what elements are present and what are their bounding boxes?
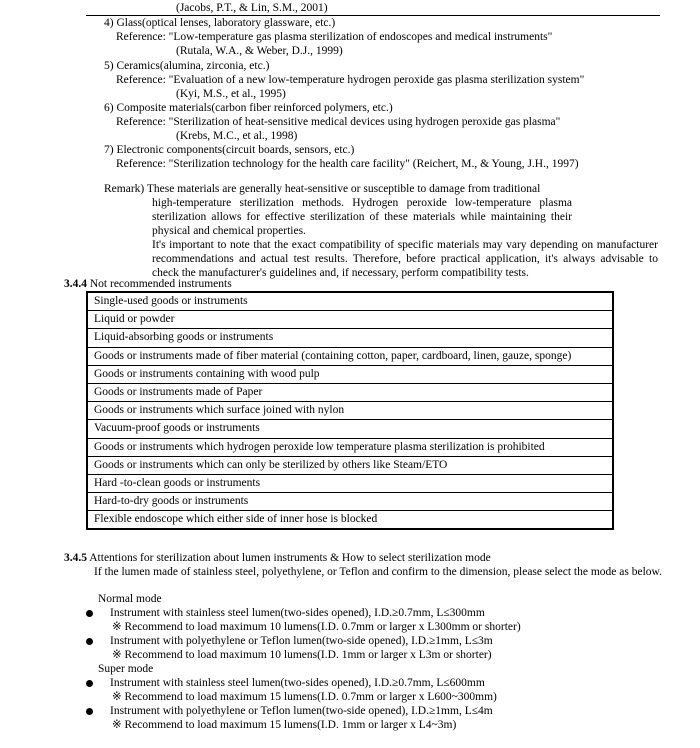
super-entry-2-note: ※ Recommend to load maximum 15 lumens(I.D. 1mm or larger x L4~3m) [112, 719, 457, 731]
bullet-icon [86, 638, 93, 645]
table-cell: Goods or instruments containing with wood pulp [87, 365, 613, 383]
section-number: 3.4.5 [64, 552, 87, 564]
material-6-citation: (Krebs, M.C., et al., 1998) [176, 130, 298, 142]
section-3-4-5-intro: If the lumen made of stainless steel, polyethylene, or Teflon and confirm to the dimension, please select the mode as below. [94, 566, 662, 578]
table-cell: Single-used goods or instruments [87, 292, 613, 311]
table-cell: Hard -to-clean goods or instruments [87, 474, 613, 492]
section-title: Not recommended instruments [89, 278, 232, 290]
material-5-citation: (Kyi, M.S., et al., 1995) [176, 88, 286, 100]
material-4-citation: (Rutala, W.A., & Weber, D.J., 1999) [176, 45, 343, 57]
mode-super-label: Super mode [98, 663, 154, 675]
table-row [87, 292, 613, 311]
material-4-label: 4) Glass(optical lenses, laboratory glassware, etc.) [104, 17, 336, 29]
table-cell: Hard-to-dry goods or instruments [87, 493, 613, 511]
super-entry-2: Instrument with polyethylene or Teflon lumen(two-side opened), I.D.≥1mm, L≤4m [110, 705, 493, 717]
normal-entry-2: Instrument with polyethylene or Teflon lumen(two-side opened), I.D.≥1mm, L≤3m [110, 635, 493, 647]
material-6-label: 6) Composite materials(carbon fiber reinforced polymers, etc.) [104, 102, 393, 114]
table-cell: Goods or instruments made of Paper [87, 383, 613, 401]
table-row [87, 438, 613, 456]
table-row [87, 456, 613, 474]
mode-normal-label: Normal mode [98, 593, 162, 605]
remark-paragraph-2: It's important to note that the exact compatibility of specific materials may vary depending on manufacturer recommendations and actual test results. Therefore, before practical application, it's always advisable to check the manufacturer's guidelines and, if necessary, perform compatibility tests. [152, 239, 658, 280]
normal-entry-1: Instrument with stainless steel lumen(two-sides opened), I.D.≥0.7mm, L≤300mm [110, 607, 485, 619]
material-6-reference: Reference: "Sterilization of heat-sensitive medical devices using hydrogen peroxide gas plasma" [116, 116, 561, 128]
bullet-icon [86, 708, 93, 715]
section-title: Attentions for sterilization about lumen instruments & How to select sterilization mode [89, 552, 491, 564]
section-number: 3.4.4 [64, 278, 87, 290]
table-row [87, 493, 613, 511]
table-row [87, 329, 613, 347]
table-cell: Liquid-absorbing goods or instruments [87, 329, 613, 347]
material-7-reference: Reference: "Sterilization technology for the health care facility" (Reichert, M., & Young, J.H., 1997) [116, 158, 579, 170]
material-5-reference: Reference: "Evaluation of a new low-temperature hydrogen peroxide gas plasma sterilization system" [116, 74, 585, 86]
super-entry-1: Instrument with stainless steel lumen(two-sides opened), I.D.≥0.7mm, L≤600mm [110, 677, 485, 689]
normal-entry-1-note: ※ Recommend to load maximum 10 lumens(I.D. 0.7mm or larger x L300mm or shorter) [112, 621, 521, 633]
table-cell: Goods or instruments which can only be sterilized by others like Steam/ETO [87, 456, 613, 474]
section-3-4-5-heading [64, 551, 491, 565]
table-row [87, 365, 613, 383]
table-row [87, 383, 613, 401]
table-cell: Vacuum-proof goods or instruments [87, 420, 613, 438]
material-4-reference: Reference: "Low-temperature gas plasma sterilization of endoscopes and medical instruments" [116, 31, 553, 43]
super-entry-1-note: ※ Recommend to load maximum 15 lumens(I.D. 0.7mm or larger x L600~300mm) [112, 691, 497, 703]
remark-lead: Remark) These materials are generally heat-sensitive or susceptible to damage from traditional [104, 183, 541, 195]
table-row [87, 511, 613, 530]
table-row [87, 402, 613, 420]
table-row [87, 347, 613, 365]
section-3-4-4-heading [64, 277, 232, 291]
table-cell: Flexible endoscope which either side of inner hose is blocked [87, 511, 613, 530]
bullet-icon [86, 680, 93, 687]
table-row [87, 311, 613, 329]
normal-entry-2-note: ※ Recommend to load maximum 10 lumens(I.D. 1mm or larger x L3m or shorter) [112, 649, 492, 661]
material-7-label: 7) Electronic components(circuit boards, sensors, etc.) [104, 144, 355, 156]
table-row [87, 474, 613, 492]
not-recommended-table [86, 291, 614, 530]
table-cell: Liquid or powder [87, 311, 613, 329]
citation-top: (Jacobs, P.T., & Lin, S.M., 2001) [176, 2, 328, 14]
table-cell: Goods or instruments made of fiber material (containing cotton, paper, cardboard, linen, gauze, sponge) [87, 347, 613, 365]
table-cell: Goods or instruments which surface joined with nylon [87, 402, 613, 420]
material-5-label: 5) Ceramics(alumina, zirconia, etc.) [104, 60, 270, 72]
table-row [87, 420, 613, 438]
bullet-icon [86, 610, 93, 617]
table-cell: Goods or instruments which hydrogen peroxide low temperature plasma sterilization is prohibited [87, 438, 613, 456]
remark-paragraph-1: high-temperature sterilization methods. Hydrogen peroxide low-temperature plasma sterilization allows for effective sterilization of these materials while maintaining their physical and chemical properties. [152, 197, 572, 238]
